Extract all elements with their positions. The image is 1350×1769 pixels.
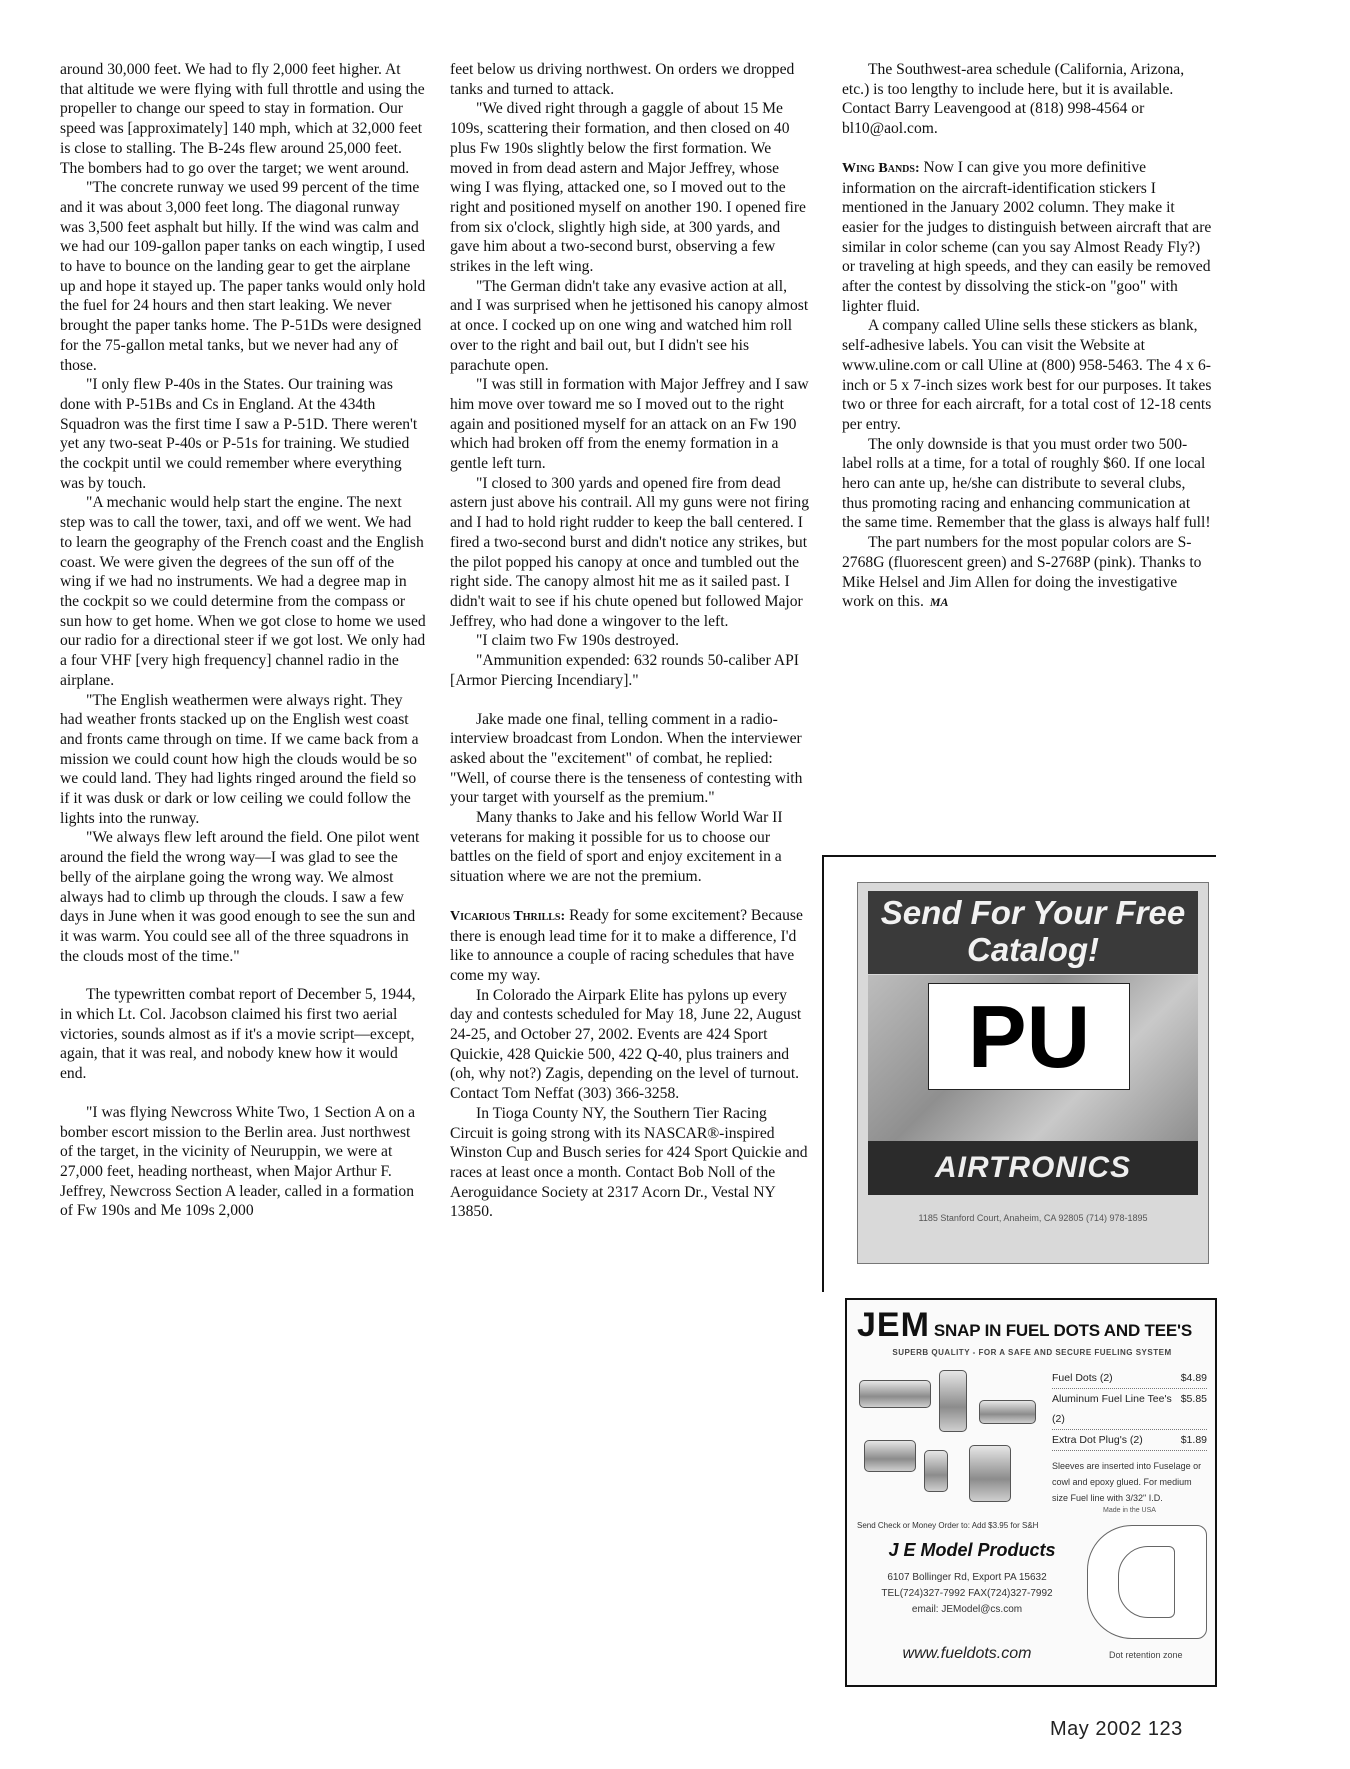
- paragraph: "I only flew P-40s in the States. Our training was done with P-51Bs and Cs in England. At the 434th Squadron was the first time I saw a P-51D. There weren't yet any two-seat P-40s or P-51s for training. We studied the cockpit until we could remember where everything was by touch.: [60, 376, 418, 492]
- tee-fitting-icon: [969, 1445, 1011, 1502]
- article-column-2: [450, 60, 812, 1222]
- paragraph: Jake made one final, telling comment in a radio-interview broadcast from London. When the interviewer asked about the "excitement" of combat, he replied: "Well, of course there is the tenseness of contesting with your target with yourself as the premium.": [450, 710, 803, 807]
- fuel-dot-icon: [859, 1380, 931, 1408]
- article-column-3: [842, 60, 1212, 613]
- company-address: 6107 Bollinger Rd, Export PA 15632: [887, 1572, 1047, 1583]
- paragraph-with-subhead: [842, 158, 1212, 317]
- paragraph: feet below us driving northwest. On orders we dropped tanks and turned to attack.: [450, 61, 795, 98]
- paragraph: The Southwest-area schedule (California, Arizona, etc.) is too lengthy to include here, but it is available. Contact Barry Leavengood at (818) 998-4564 or bl10@aol.com.: [842, 61, 1185, 138]
- company-email[interactable]: email: JEModel@cs.com: [911, 1604, 1023, 1615]
- subhead-wing-bands: Wing Bands:: [842, 160, 920, 176]
- company-name: J E Model Products: [888, 1540, 1056, 1560]
- ad-headline: Send For Your Free Catalog!: [868, 891, 1198, 974]
- tee-fitting-icon: [979, 1400, 1036, 1424]
- price-list: [1052, 1368, 1207, 1451]
- end-mark: MA: [929, 595, 949, 610]
- paragraph: "Ammunition expended: 632 rounds 50-caliber API [Armor Piercing Incendiary].": [450, 652, 799, 689]
- paragraph: "The concrete runway we used 99 percent of the time and it was about 3,000 feet long. The diagonal runway was 3,500 feet asphalt but hilly. If the wind was calm and we had our 109-gallon paper tanks on each wingtip, I used to have to bounce on the landing gear to get the airplane up and hope it stayed up. The paper tanks would only hold the fuel for 24 hours and then start leaking. We never brought the paper tanks home. The P-51Ds were designed for the 75-gallon metal tanks, but we never had any of those.: [60, 179, 426, 374]
- paragraph: A company called Uline sells these stickers as blank, self-adhesive labels. You can visit the Website at www.uline.com or call Uline at (800) 958-5463. The 4 x 6-inch or 5 x 7-inch sizes work best for our purposes. It takes two or three for each aircraft, for a total cost of 12-18 cents per entry.: [842, 317, 1212, 433]
- plug-icon: [924, 1450, 948, 1492]
- product-notes: Sleeves are inserted into Fuselage or cowl and epoxy glued. For medium size Fuel line with 3/32" I.D.: [1052, 1461, 1202, 1503]
- paragraph: In Tioga County NY, the Southern Tier Racing Circuit is going strong with its NASCAR®-inspired Winston Cup and Busch series for 424 Sport Quickie and races at least once a month. Contact Bob Noll of the Aeroguidance Society at 2317 Acorn Dr., Vestal NY 13850.: [450, 1104, 808, 1221]
- paragraph: Many thanks to Jake and his fellow World War II veterans for making it possible for us to choose our battles on the field of sport and enjoy excitement in a situation where we are not the premium.: [450, 809, 783, 886]
- price-item: Extra Dot Plug's (2): [1052, 1434, 1143, 1446]
- price-item: Aluminum Fuel Line Tee's (2): [1052, 1393, 1172, 1425]
- dot-retention-diagram: [1087, 1525, 1207, 1639]
- diagram-label: Dot retention zone: [1109, 1650, 1183, 1660]
- paragraph: In Colorado the Airpark Elite has pylons up every day and contests scheduled for May 18, June 22, August 24-25, and October 27, 2002. Events are 424 Sport Quickie, 428 Quickie 500, 422 Q-40, plus trainers and (oh, why not?) Zagis, depending on the level of turnout. Contact Tom Neffat (303) 366-3258.: [450, 986, 802, 1103]
- company-website[interactable]: www.fueldots.com: [902, 1645, 1032, 1662]
- paragraph: "I was still in formation with Major Jeffrey and I saw him move over toward me so I moved out to the right again and positioned myself for an attack on an Fw 190 which had broken off from the enemy formation in a gentle left turn.: [450, 376, 809, 473]
- issue-date: May 2002: [1050, 1718, 1142, 1740]
- paragraph: "I closed to 300 yards and opened fire from dead astern just above his contrail. All my guns were not firing and I had to hold right rudder to keep the ball centered. I fired a two-second burst and didn't notice any strikes, but the pilot popped his canopy at once and tumbled out the right side. The canopy almost hit me as it sailed past. I didn't wait to see if his chute opened but followed Major Jeffrey, who had done a wingover to the left.: [450, 474, 810, 630]
- airtronics-ad[interactable]: [857, 882, 1209, 1264]
- ad-address: 1185 Stanford Court, Anaheim, CA 92805 (714) 978-1895: [918, 1213, 1148, 1223]
- price-value: $1.89: [1180, 1434, 1207, 1446]
- ad-header: [857, 1306, 1207, 1345]
- fuel-fittings-photo: [859, 1370, 1039, 1510]
- ad-tagline: SUPERB QUALITY - FOR A SAFE AND SECURE FUELING SYSTEM: [892, 1348, 1172, 1357]
- tee-fitting-icon: [939, 1370, 967, 1432]
- paragraph: "A mechanic would help start the engine. The next step was to call the tower, taxi, and off we went. We had to learn the geography of the French coast and the English coast. We were given the degrees of the sun off of the wing if we had no instruments. We had a degree map in the cockpit so we could determine from the compass or sun how to get home. When we got close to home we used our radio for a directional steer if we got lost. We only had a four VHF [very high frequency] channel radio in the airplane.: [60, 494, 426, 689]
- page-number: 123: [1147, 1718, 1183, 1740]
- paragraph-with-subhead: [450, 906, 812, 986]
- price-value: $5.85: [1180, 1393, 1207, 1405]
- airtronics-logo: AIRTRONICS: [868, 1141, 1198, 1195]
- fuel-dot-icon: [864, 1440, 916, 1472]
- paragraph: "We always flew left around the field. One pilot went around the field the wrong way—I was glad to see the belly of the airplane going the wrong way. We almost always had to climb up through the clouds. I saw a few days in June when it was good enough to see the sun and it was warm. You could see all of the three squadrons in the clouds most of the time.": [60, 829, 420, 965]
- jem-logo: JEM: [857, 1306, 930, 1344]
- paragraph: "I claim two Fw 190s destroyed.: [476, 632, 679, 650]
- company-phone: TEL(724)327-7992 FAX(724)327-7992: [881, 1588, 1053, 1599]
- jem-fuel-dots-ad[interactable]: [845, 1298, 1217, 1687]
- paragraph: [842, 533, 1212, 613]
- diagram-inner: [1118, 1546, 1175, 1618]
- paragraph: "The English weathermen were always right. They had weather fronts stacked up on the English west coast and fronts came through on time. If we came back from a mission we could count how high the clouds would be so we could land. They had lights ringed around the field so if it was dusk or dark or low ceiling we could follow the lights into the runway.: [60, 691, 419, 827]
- page-footer: [1050, 1718, 1183, 1741]
- paragraph: "I was flying Newcross White Two, 1 Section A on a bomber escort mission to the Berlin area. Just northwest of the target, in the vicinity of Neuruppin, we were at 27,000 feet, heading northeast, when Major Arthur F. Jeffrey, Newcross Section A leader, called in a formation of Fw 190s and Me 109s 2,000: [60, 1103, 416, 1220]
- price-item: Fuel Dots (2): [1052, 1372, 1113, 1384]
- pickup-placeholder: PU: [928, 983, 1130, 1090]
- price-value: $4.89: [1180, 1372, 1207, 1384]
- price-row: [1052, 1389, 1207, 1430]
- price-row: [1052, 1368, 1207, 1389]
- paragraph-text: Now I can give you more definitive information on the aircraft-identification stickers I mentioned in the January 2002 column. They make it easier for the judges to distinguish between aircraft that are similar in color scheme (can you say Almost Ready Fly?) or traveling at high speeds, and they can easily be removed after the contest by dissolving the stick-on "goo" with lighter fluid.: [842, 158, 1212, 315]
- ad-headline: SNAP IN FUEL DOTS AND TEE'S: [933, 1321, 1193, 1340]
- article-column-1: [60, 60, 426, 1221]
- paragraph-text: The part numbers for the most popular colors are S-2768G (fluorescent green) and S-2768P (pink). Thanks to Mike Helsel and Jim Allen for doing the investigative work on this.: [842, 534, 1202, 611]
- subhead-vicarious-thrills: Vicarious Thrills:: [450, 908, 566, 924]
- paragraph: The typewritten combat report of December 5, 1944, in which Lt. Col. Jacobson claimed his first two aerial victories, sounds almost as if it's a movie script—except, again, that it was real, and nobody knew how it would end.: [60, 986, 416, 1083]
- paragraph: "The German didn't take any evasive action at all, and I was surprised when he jettisoned his canopy almost at once. I cocked up on one wing and watched him roll over to the right and bail out, but I didn't see his parachute open.: [450, 277, 809, 374]
- paragraph: "We dived right through a gaggle of about 15 Me 109s, scattering their formation, and then closed on 40 plus Fw 190s slightly below the first formation. We moved in from dead astern and Major Jeffrey, whose wing I was flying, attacked one, so I moved out to the right and positioned myself on another 190. I opened fire from six o'clock, slightly high side, at 300 yards, and gave him about a two-second burst, observing a few strikes in the left wing.: [450, 100, 806, 276]
- paragraph: around 30,000 feet. We had to fly 2,000 feet higher. At that altitude we were flying with full throttle and using the propeller to change our speed to stay in formation. Our speed was [approximately] 140 mph, which at 32,000 feet is close to stalling. The B-24s flew around 25,000 feet. The bombers had to go over the target; we went around.: [60, 61, 425, 177]
- price-row: [1052, 1430, 1207, 1451]
- made-in-usa: Made in the USA: [1103, 1507, 1156, 1514]
- paragraph-text: Ready for some excitement? Because there is enough lead time for it to make a difference, I'd like to announce a couple of racing schedules that have come my way.: [450, 906, 803, 984]
- order-instructions: Send Check or Money Order to: Add $3.95 for S&H: [857, 1521, 1039, 1530]
- paragraph: The only downside is that you must order two 500-label rolls at a time, for a total of roughly $60. If one local hero can ante up, he/she can distribute to several clubs, thus promoting racing and enhancing communication at the same time. Remember that the glass is always half full!: [842, 435, 1211, 532]
